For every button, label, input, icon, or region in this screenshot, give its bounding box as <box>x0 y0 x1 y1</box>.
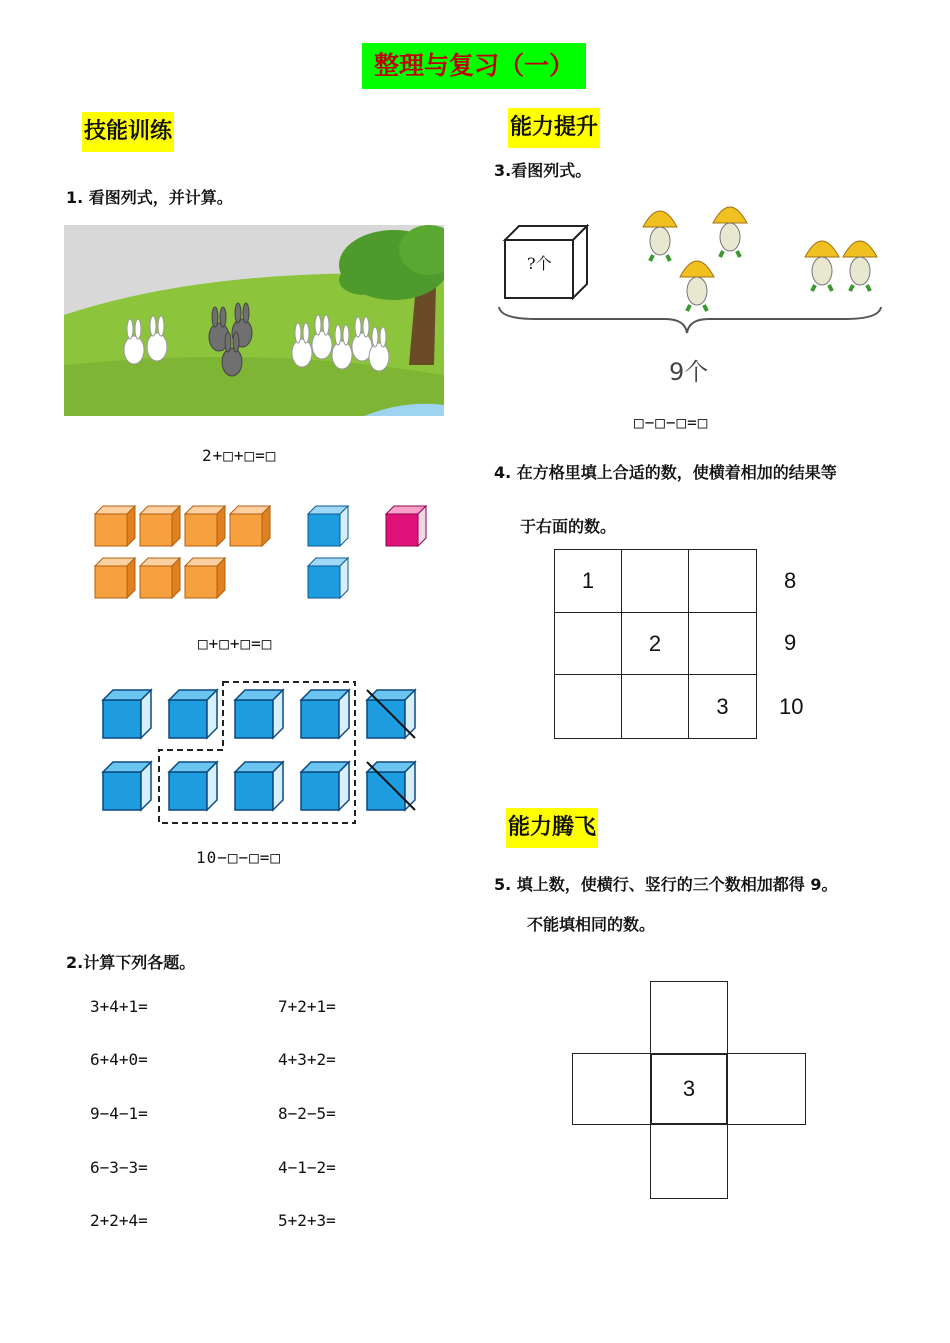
q1-label: 1. 看图列式，并计算。 <box>66 188 233 207</box>
grid-cell[interactable]: 2 <box>621 612 689 675</box>
cross-cell-top[interactable] <box>650 981 728 1055</box>
calc-item: 4+3+2= <box>278 1050 336 1069</box>
grid-cell[interactable] <box>621 549 689 613</box>
q2-label: 2.计算下列各题。 <box>66 953 196 972</box>
q3-label: 3.看图列式。 <box>494 161 592 180</box>
calc-item: 3+4+1= <box>90 997 148 1016</box>
q4-label-line1: 4. 在方格里填上合适的数，使横着相加的结果等 <box>494 463 837 482</box>
q4-label-line2: 于右面的数。 <box>520 517 617 536</box>
rabbit-meadow-picture <box>64 225 444 416</box>
grid-cell[interactable] <box>554 612 622 675</box>
row-sum: 9 <box>784 630 797 655</box>
grid-cell[interactable] <box>688 549 757 613</box>
q5-label-line2: 不能填相同的数。 <box>527 915 656 934</box>
q3-equation: □−□−□=□ <box>634 413 709 432</box>
calc-item: 2+2+4= <box>90 1211 148 1230</box>
q1-equation-2: □+□+□=□ <box>198 634 273 653</box>
calc-item: 6−3−3= <box>90 1158 148 1177</box>
cross-cell-right[interactable] <box>726 1053 806 1125</box>
grid-cell[interactable] <box>621 674 689 739</box>
section-skill-heading: 技能训练 <box>82 112 174 152</box>
q1-equation-1: 2+□+□=□ <box>202 446 277 465</box>
blue-cubes-subtraction-picture <box>95 678 425 830</box>
page-title: 整理与复习（一） <box>362 43 586 89</box>
grid-cell[interactable] <box>688 612 757 675</box>
cross-cell-bottom[interactable] <box>650 1123 728 1199</box>
calc-item: 7+2+1= <box>278 997 336 1016</box>
colored-cubes-picture <box>90 500 435 602</box>
cross-cell-left[interactable] <box>572 1053 652 1125</box>
section-fly-heading: 能力腾飞 <box>506 808 598 848</box>
grid-cell[interactable]: 1 <box>554 549 622 613</box>
grid-cell[interactable] <box>554 674 622 739</box>
calc-item: 4−1−2= <box>278 1158 336 1177</box>
calc-item: 9−4−1= <box>90 1104 148 1123</box>
cross-cell-center: 3 <box>650 1053 728 1125</box>
row-sum: 10 <box>779 694 804 719</box>
q5-label-line1: 5. 填上数，使横行、竖行的三个数相加都得 9。 <box>494 875 838 894</box>
total-label: 9个 <box>669 358 709 386</box>
q1-equation-3: 10−□−□=□ <box>196 848 282 867</box>
grid-cell[interactable]: 3 <box>688 674 757 739</box>
calc-item: 8−2−5= <box>278 1104 336 1123</box>
box-question-label: ?个 <box>527 254 552 273</box>
calc-item: 5+2+3= <box>278 1211 336 1230</box>
section-ability-heading: 能力提升 <box>508 108 600 148</box>
calc-item: 6+4+0= <box>90 1050 148 1069</box>
row-sum: 8 <box>784 568 797 593</box>
